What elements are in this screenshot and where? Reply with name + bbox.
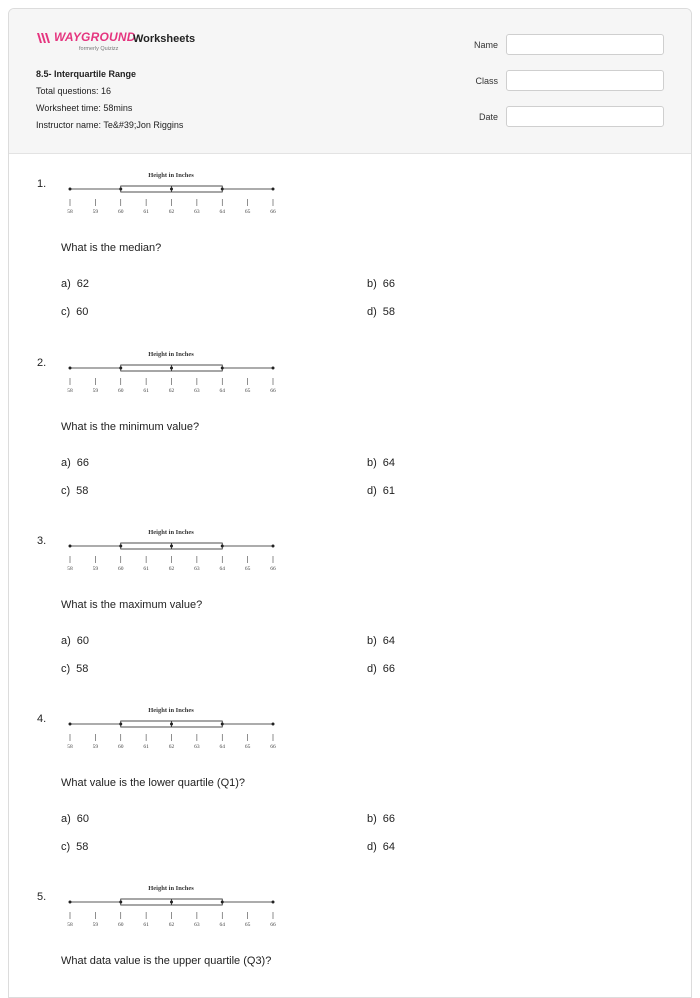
option-d[interactable] <box>367 663 395 675</box>
tick-label: 62 <box>168 922 175 928</box>
tick-label: 66 <box>270 209 276 215</box>
point-max <box>272 367 275 370</box>
option-value: 64 <box>382 457 396 469</box>
point-q1 <box>119 545 122 548</box>
box-plot-figure <box>61 348 281 398</box>
tick-label: 61 <box>143 566 149 572</box>
point-q1 <box>119 723 122 726</box>
option-c[interactable] <box>61 306 88 318</box>
question-number: 4. <box>37 713 47 725</box>
question-text: What is the maximum value? <box>61 599 203 611</box>
name-field[interactable] <box>506 34 664 55</box>
option-d[interactable] <box>367 841 395 853</box>
figure-title: Height in Inches <box>148 707 194 714</box>
tick-label: 60 <box>118 922 124 928</box>
point-q1 <box>119 901 122 904</box>
option-value: 66 <box>382 663 396 675</box>
figure-title: Height in Inches <box>148 885 194 892</box>
option-letter: a) <box>61 457 71 469</box>
tick-label: 66 <box>270 744 276 750</box>
tick-label: 65 <box>244 744 251 750</box>
question-number: 5. <box>37 891 47 903</box>
tick-label: 58 <box>67 566 73 572</box>
figure-title: Height in Inches <box>148 529 194 536</box>
total-questions: Total questions: 16 <box>36 86 112 96</box>
option-letter: b) <box>367 813 377 825</box>
question-number: 2. <box>37 357 47 369</box>
box-plot-figure <box>61 704 281 754</box>
class-row <box>458 70 664 91</box>
tick-label: 63 <box>194 744 200 750</box>
point-q3 <box>221 545 224 548</box>
option-letter: d) <box>367 663 377 675</box>
question-text: What is the median? <box>61 242 162 254</box>
tick-label: 61 <box>143 744 149 750</box>
point-median <box>170 367 173 370</box>
tick-label: 63 <box>194 209 200 215</box>
option-value: 58 <box>76 485 89 497</box>
option-value: 58 <box>382 306 396 318</box>
worksheet <box>8 8 692 998</box>
question-number: 1. <box>37 178 47 190</box>
point-min <box>69 901 72 904</box>
option-b[interactable] <box>367 635 395 647</box>
tick-label: 59 <box>92 744 99 750</box>
box-plot-figure <box>61 882 281 932</box>
tick-label: 59 <box>92 922 99 928</box>
class-field[interactable] <box>506 70 664 91</box>
point-min <box>69 545 72 548</box>
tick-label: 66 <box>270 388 276 394</box>
brand <box>36 31 236 61</box>
tick-label: 65 <box>244 566 251 572</box>
point-max <box>272 188 275 191</box>
point-min <box>69 188 72 191</box>
option-letter: d) <box>367 306 377 318</box>
point-median <box>170 723 173 726</box>
option-a[interactable] <box>61 457 89 469</box>
question-text: What is the minimum value? <box>61 421 200 433</box>
option-value: 66 <box>382 813 396 825</box>
question-number: 3. <box>37 535 47 547</box>
tick-label: 59 <box>92 566 99 572</box>
point-max <box>272 723 275 726</box>
option-b[interactable] <box>367 457 395 469</box>
tick-label: 62 <box>168 744 175 750</box>
tick-label: 59 <box>92 388 99 394</box>
option-d[interactable] <box>367 485 395 497</box>
tick-label: 64 <box>219 744 225 750</box>
tick-label: 58 <box>67 388 73 394</box>
tick-label: 65 <box>244 209 251 215</box>
tick-label: 61 <box>143 209 149 215</box>
date-label: Date <box>478 111 498 122</box>
logo-subtext: formerly Quizizz <box>79 46 119 52</box>
tick-label: 64 <box>219 566 225 572</box>
tick-label: 59 <box>92 209 99 215</box>
tick-label: 64 <box>219 922 225 928</box>
name-label: Name <box>473 39 498 50</box>
option-letter: d) <box>367 485 377 497</box>
option-value: 62 <box>76 278 90 290</box>
tick-label: 63 <box>194 566 200 572</box>
tick-label: 61 <box>143 922 149 928</box>
tick-label: 66 <box>270 922 276 928</box>
point-median <box>170 545 173 548</box>
option-letter: b) <box>367 278 377 290</box>
question-text: What data value is the upper quartile (Q3)? <box>61 955 272 967</box>
question-text: What value is the lower quartile (Q1)? <box>61 777 246 789</box>
point-median <box>170 188 173 191</box>
point-max <box>272 901 275 904</box>
tick-label: 58 <box>67 744 73 750</box>
tick-label: 64 <box>219 209 225 215</box>
box-plot-figure <box>61 169 281 219</box>
option-c[interactable] <box>61 485 88 497</box>
tick-label: 63 <box>194 922 200 928</box>
option-c[interactable] <box>61 663 88 675</box>
app-title: Worksheets <box>133 33 196 45</box>
tick-label: 62 <box>168 566 175 572</box>
option-b[interactable] <box>367 813 395 825</box>
date-field[interactable] <box>506 106 664 127</box>
option-a[interactable] <box>61 813 89 825</box>
option-letter: a) <box>61 635 71 647</box>
instructor-name: Instructor name: Te&#39;Jon Riggins <box>36 120 184 130</box>
tick-label: 60 <box>118 566 124 572</box>
option-letter: b) <box>367 635 377 647</box>
option-letter: c) <box>61 485 71 497</box>
point-q3 <box>221 723 224 726</box>
tick-label: 64 <box>219 388 225 394</box>
worksheet-meta <box>36 66 183 134</box>
option-letter: c) <box>61 841 71 853</box>
figure-title: Height in Inches <box>148 351 194 358</box>
option-letter: a) <box>61 278 71 290</box>
worksheet-header <box>9 9 691 154</box>
tick-label: 60 <box>118 209 124 215</box>
option-value: 58 <box>76 663 89 675</box>
tick-label: 60 <box>118 744 124 750</box>
option-value: 64 <box>382 841 396 853</box>
option-value: 66 <box>76 457 90 469</box>
figure-title: Height in Inches <box>148 172 194 179</box>
class-label: Class <box>475 75 498 86</box>
option-value: 60 <box>76 306 89 318</box>
option-d[interactable] <box>367 306 395 318</box>
tick-label: 58 <box>67 922 73 928</box>
name-row <box>458 34 664 55</box>
option-letter: c) <box>61 663 71 675</box>
box-plot-figure <box>61 526 281 576</box>
option-letter: c) <box>61 306 71 318</box>
option-b[interactable] <box>367 278 395 290</box>
worksheet-time: Worksheet time: 58mins <box>36 103 133 113</box>
tick-label: 66 <box>270 566 276 572</box>
option-c[interactable] <box>61 841 88 853</box>
tick-label: 58 <box>67 209 73 215</box>
tick-label: 62 <box>168 209 175 215</box>
point-q3 <box>221 901 224 904</box>
tick-label: 63 <box>194 388 200 394</box>
tick-label: 60 <box>118 388 124 394</box>
point-q1 <box>119 188 122 191</box>
tick-label: 65 <box>244 922 251 928</box>
point-q1 <box>119 367 122 370</box>
option-value: 60 <box>76 635 90 647</box>
option-value: 64 <box>382 635 396 647</box>
point-max <box>272 545 275 548</box>
option-letter: a) <box>61 813 71 825</box>
point-min <box>69 367 72 370</box>
point-min <box>69 723 72 726</box>
option-letter: b) <box>367 457 377 469</box>
tick-label: 62 <box>168 388 175 394</box>
option-value: 66 <box>382 278 396 290</box>
option-a[interactable] <box>61 278 89 290</box>
wayground-logo-icon <box>36 31 52 45</box>
option-value: 61 <box>382 485 396 497</box>
point-q3 <box>221 367 224 370</box>
point-q3 <box>221 188 224 191</box>
option-value: 58 <box>76 841 89 853</box>
point-median <box>170 901 173 904</box>
option-letter: d) <box>367 841 377 853</box>
worksheet-title: 8.5- Interquartile Range <box>36 69 137 79</box>
logo-text: WAYGROUND <box>54 30 136 44</box>
tick-label: 61 <box>143 388 149 394</box>
option-a[interactable] <box>61 635 89 647</box>
option-value: 60 <box>76 813 90 825</box>
tick-label: 65 <box>244 388 251 394</box>
date-row <box>458 106 664 127</box>
